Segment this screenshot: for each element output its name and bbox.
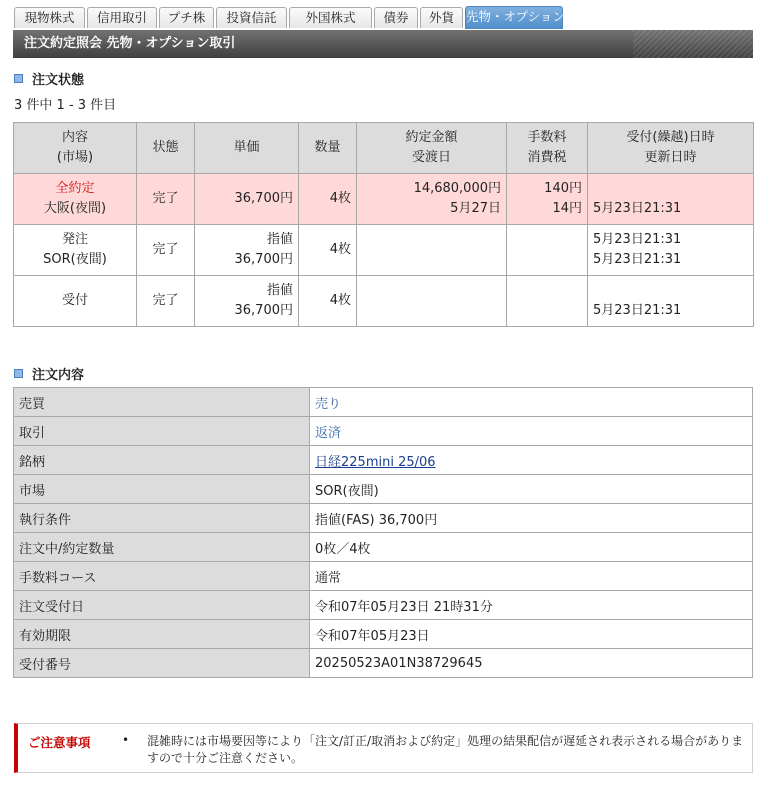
table-row — [14, 174, 754, 225]
detail-row-order-date — [14, 591, 753, 620]
detail-row-trade — [14, 417, 753, 446]
header-fee: 手数料 消費税 — [507, 123, 588, 174]
order-status-heading — [14, 73, 84, 89]
order-detail-table — [13, 387, 753, 678]
row-dates: 5月23日21:31 5月23日21:31 — [588, 225, 754, 276]
detail-value: 指値(FAS) 36,700円 — [310, 504, 753, 533]
detail-row-receipt-number — [14, 649, 753, 678]
order-detail-heading-text: 注文内容 — [32, 368, 85, 383]
square-bullet-icon — [14, 74, 23, 83]
bullet-icon: • — [122, 733, 130, 747]
order-status-heading-text: 注文状態 — [32, 73, 85, 88]
tab-bonds[interactable]: 債券 — [374, 7, 418, 28]
row-content: 全約定 大阪(夜間) — [14, 174, 137, 225]
result-count: 3 件中 1 - 3 件目 — [14, 98, 117, 113]
header-content: 内容 (市場) — [14, 123, 137, 174]
symbol-link[interactable]: 日経225mini 25/06 — [315, 454, 436, 470]
detail-label: 執行条件 — [14, 504, 310, 533]
detail-label: 注文中/約定数量 — [14, 533, 310, 562]
detail-row-fee-course — [14, 562, 753, 591]
row-fee: 140円 14円 — [507, 174, 588, 225]
table-row — [14, 276, 754, 327]
header-amount: 約定金額 受渡日 — [357, 123, 507, 174]
detail-label: 有効期限 — [14, 620, 310, 649]
detail-value — [310, 446, 753, 475]
detail-value: 0枚／4枚 — [310, 533, 753, 562]
row-content: 発注 SOR(夜間) — [14, 225, 137, 276]
table-header-row — [14, 123, 754, 174]
detail-label: 売買 — [14, 388, 310, 417]
tab-futures-options[interactable]: 先物・オプション — [465, 6, 563, 29]
row-fee — [507, 225, 588, 276]
detail-value: SOR(夜間) — [310, 475, 753, 504]
detail-label: 取引 — [14, 417, 310, 446]
row-price: 指値 36,700円 — [195, 225, 299, 276]
detail-row-expiry — [14, 620, 753, 649]
row-status: 完了 — [137, 276, 195, 327]
row-qty: 4枚 — [299, 174, 357, 225]
notice-title: ご注意事項 — [28, 735, 91, 750]
detail-row-market — [14, 475, 753, 504]
table-row — [14, 225, 754, 276]
row-amount — [357, 225, 507, 276]
row-dates: 5月23日21:31 — [588, 174, 754, 225]
detail-value: 20250523A01N38729645 — [310, 649, 753, 678]
header-dates: 受付(繰越)日時 更新日時 — [588, 123, 754, 174]
tab-foreign-stocks[interactable]: 外国株式 — [289, 7, 372, 28]
detail-label: 手数料コース — [14, 562, 310, 591]
row-amount: 14,680,000円 5月27日 — [357, 174, 507, 225]
row-fee — [507, 276, 588, 327]
detail-row-quantity — [14, 533, 753, 562]
row-price: 指値 36,700円 — [195, 276, 299, 327]
header-price: 単価 — [195, 123, 299, 174]
page-title: 注文約定照会 先物・オプション取引 — [13, 30, 753, 58]
row-status: 完了 — [137, 225, 195, 276]
header-status: 状態 — [137, 123, 195, 174]
row-status: 完了 — [137, 174, 195, 225]
detail-value: 通常 — [310, 562, 753, 591]
detail-label: 受付番号 — [14, 649, 310, 678]
tab-spot-stocks[interactable]: 現物株式 — [14, 7, 85, 28]
order-status-table — [13, 122, 754, 327]
row-dates: 5月23日21:31 — [588, 276, 754, 327]
detail-label: 注文受付日 — [14, 591, 310, 620]
detail-label: 銘柄 — [14, 446, 310, 475]
notice-text: 混雑時には市場要因等により「注文/訂正/取消および約定」処理の結果配信が遅延され表示される場合がありますので十分ご注意ください。 — [147, 734, 744, 765]
detail-row-execution — [14, 504, 753, 533]
tab-margin-trading[interactable]: 信用取引 — [87, 7, 157, 28]
detail-row-buy-sell — [14, 388, 753, 417]
square-bullet-icon — [14, 369, 23, 378]
notice-box — [14, 723, 753, 773]
header-qty: 数量 — [299, 123, 357, 174]
detail-value: 令和07年05月23日 21時31分 — [310, 591, 753, 620]
detail-value: 令和07年05月23日 — [310, 620, 753, 649]
detail-row-symbol — [14, 446, 753, 475]
row-price: 36,700円 — [195, 174, 299, 225]
tab-investment-trusts[interactable]: 投資信託 — [216, 7, 287, 28]
row-content: 受付 — [14, 276, 137, 327]
tab-petit-stocks[interactable]: プチ株 — [159, 7, 214, 28]
order-detail-heading — [14, 368, 84, 384]
detail-value: 売り — [310, 388, 753, 417]
detail-label: 市場 — [14, 475, 310, 504]
row-qty: 4枚 — [299, 225, 357, 276]
row-qty: 4枚 — [299, 276, 357, 327]
detail-value: 返済 — [310, 417, 753, 446]
row-amount — [357, 276, 507, 327]
tab-foreign-currency[interactable]: 外貨 — [420, 7, 463, 28]
